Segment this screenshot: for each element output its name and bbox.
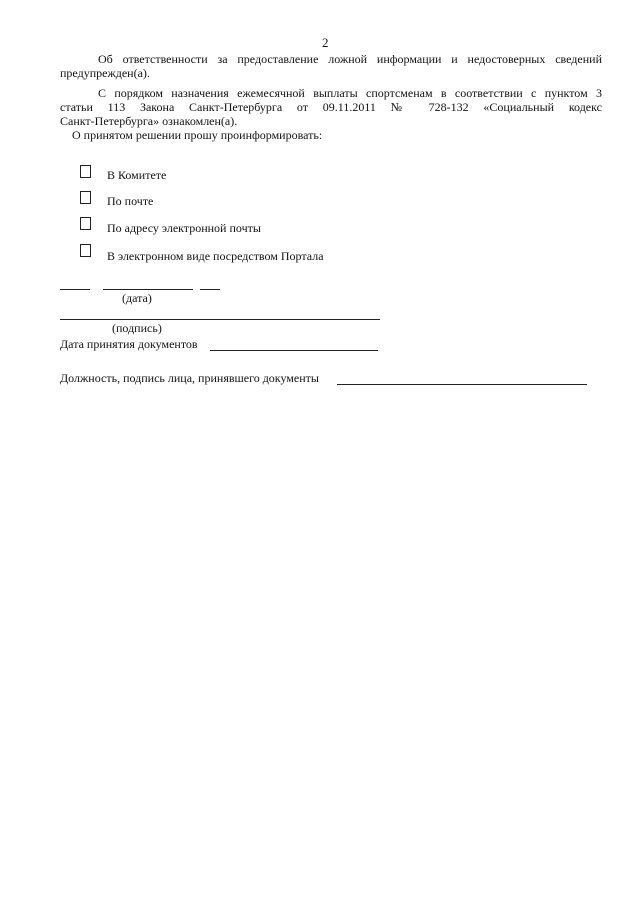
option-mail-label: По почте (107, 194, 154, 208)
option-portal-label: В электронном виде посредством Портала (107, 249, 324, 263)
procedure-line-1: С порядком назначения ежемесячной выплаты спортсменам в соответствии с пунктом 3 (98, 86, 602, 100)
signature-caption: (подпись) (112, 321, 162, 335)
date-line-day[interactable] (60, 289, 90, 290)
signature-line[interactable] (60, 319, 380, 320)
option-email-checkbox[interactable] (80, 217, 91, 230)
procedure-line-3: Санкт-Петербурга» ознакомлен(а). (60, 114, 238, 128)
liability-line-1: Об ответственности за предоставление ложной информации и недостоверных сведений (98, 52, 602, 66)
option-committee-label: В Комитете (107, 168, 167, 182)
page-number: 2 (322, 35, 329, 50)
liability-line-2: предупрежден(а). (60, 66, 150, 80)
option-portal-checkbox[interactable] (80, 244, 91, 257)
date-line-year[interactable] (200, 289, 220, 290)
acceptance-date-label: Дата принятия документов (60, 337, 198, 351)
option-mail-checkbox[interactable] (80, 191, 91, 204)
option-committee-checkbox[interactable] (80, 165, 91, 178)
notify-prompt: О принятом решении прошу проинформировать: (72, 128, 323, 142)
acceptance-date-line[interactable] (210, 350, 378, 351)
procedure-line-2: статьи 113 Закона Санкт-Петербурга от 09.11.2011 № 728-132 «Социальный кодекс (60, 100, 602, 114)
option-email-label: По адресу электронной почты (107, 221, 261, 235)
liability-statement (60, 52, 602, 80)
official-label: Должность, подпись лица, принявшего документы (60, 371, 319, 385)
procedure-statement (60, 86, 602, 128)
date-line-month[interactable] (103, 289, 193, 290)
date-caption: (дата) (122, 291, 152, 305)
official-signature-line[interactable] (337, 384, 587, 385)
